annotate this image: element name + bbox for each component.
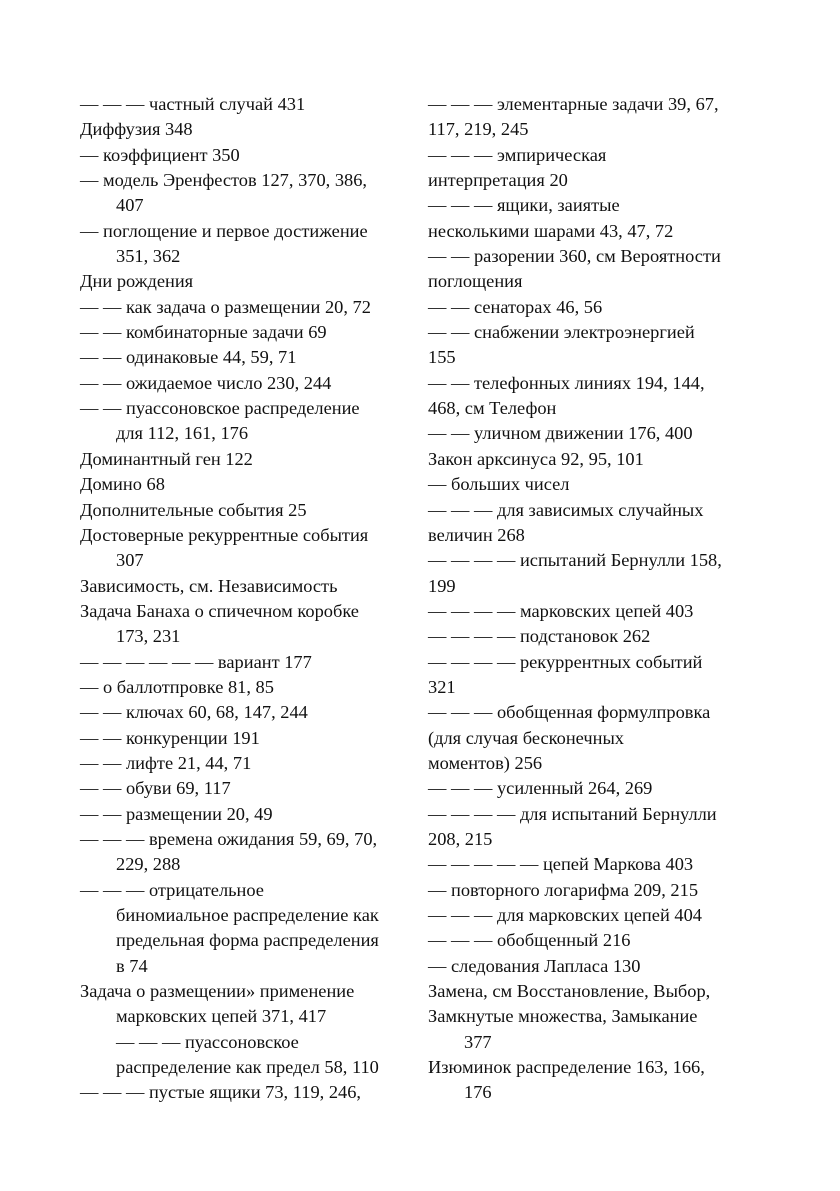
index-entry-line: Закон арксинуса 92, 95, 101 — [428, 448, 644, 469]
index-entry-line: поглощения — [428, 271, 523, 292]
index-entry-line: 407 — [116, 195, 144, 216]
index-entry-line: — — — элементарные задачи 39, 67, — [428, 94, 719, 114]
index-entry-line: — — обуви 69, 117 — [80, 778, 231, 799]
index-entry-line: 176 — [464, 1082, 492, 1103]
index-entry-line: 208, 215 — [428, 828, 493, 849]
index-entry-line: — — — обобщенная формулпровка — [428, 702, 711, 723]
index-entry-line: 229, 288 — [116, 854, 181, 875]
index-entry-line: 351, 362 — [116, 246, 181, 267]
index-entry-line: марковских цепей 371, 417 — [116, 1006, 327, 1027]
index-entry-line: Дни рождения — [80, 271, 194, 292]
index-entry-line: Замкнутые множества, Замыкание — [428, 1006, 698, 1027]
index-entry-line: Замена, см Восстановление, Выбор, — [428, 981, 711, 1002]
index-entry-line: — — — пустые ящики 73, 119, 246, — [80, 1082, 362, 1103]
index-entry-line: Достоверные рекуррентные события — [80, 524, 369, 545]
index-entry-line: 117, 219, 245 — [428, 119, 529, 140]
index-entry-line: — — уличном движении 176, 400 — [428, 423, 693, 444]
index-entry-line: Диффузия 348 — [80, 119, 193, 140]
index-entry-line: 173, 231 — [116, 626, 181, 647]
index-entry-line: — — — времена ожидания 59, 69, 70, — [80, 828, 378, 849]
index-entry-line: Доминантный ген 122 — [80, 448, 253, 469]
index-entry-line: биномиальное распределение как — [116, 905, 379, 925]
index-entry-line: Задача Банаха о спичечном коробке — [80, 600, 359, 621]
index-entry-line: 468, см Телефон — [428, 398, 557, 419]
index-entry-line: — — ожидаемое число 230, 244 — [80, 372, 332, 393]
index-entry-line: — — разорении 360, см Вероятности — [428, 246, 721, 267]
index-entry-line: Задача о размещении» применение — [80, 981, 355, 1002]
index-entry-line: — — — обобщенный 216 — [428, 930, 631, 951]
index-entry-line: — — — частный случай 431 — [80, 94, 306, 114]
index-entry-line: Домино 68 — [80, 474, 165, 495]
index-entry-line: — больших чисел — [428, 474, 570, 495]
index-entry-line: — поглощение и первое достижение — [80, 220, 368, 241]
index-entry-line: Изюминок распределение 163, 166, — [428, 1057, 705, 1078]
index-entry-line: — — — пуассоновское — [116, 1031, 299, 1052]
index-entry-line: — модель Эренфестов 127, 370, 386, — [80, 170, 368, 191]
index-entry-line: — — — эмпирическая — [428, 144, 607, 165]
index-entry-line: в 74 — [116, 955, 148, 976]
index-column-left — [80, 92, 385, 1106]
index-column-right — [428, 92, 733, 1106]
index-entry-line: интерпретация 20 — [428, 170, 568, 191]
index-entry-line: 321 — [428, 676, 456, 697]
index-entry-line: — — — для марковских цепей 404 — [428, 905, 702, 925]
index-entry-line: 199 — [428, 575, 456, 596]
index-entry-line: (для случая бесконечных — [428, 727, 625, 748]
index-entry-line: — — размещении 20, 49 — [80, 803, 273, 824]
index-entry-line: — — пуассоновское распределение — [80, 398, 360, 419]
index-entry-line: — коэффициент 350 — [80, 144, 240, 165]
index-entry-line: — — — — испытаний Бернулли 158, — [428, 550, 722, 571]
index-entry-line: — — лифте 21, 44, 71 — [80, 752, 252, 773]
index-entry-line: — — комбинаторные задачи 69 — [80, 322, 327, 343]
index-entry-line: распределение как предел 58, 110 — [116, 1057, 379, 1078]
index-entry-line: — — — — для испытаний Бернулли — [428, 803, 717, 824]
index-entry-line: — — сенаторах 46, 56 — [428, 296, 603, 317]
index-entry-line: Дополнительные события 25 — [80, 499, 307, 520]
index-entry-line: — повторного логарифма 209, 215 — [428, 879, 699, 900]
index-entry-line: 155 — [428, 347, 456, 368]
index-entry-line: — — — отрицательное — [80, 879, 264, 900]
index-entry-line: — — — ящики, заиятые — [428, 195, 620, 216]
index-entry-line: 377 — [464, 1031, 492, 1052]
index-entry-line: — — — — — цепей Маркова 403 — [428, 854, 694, 875]
index-entry-line: для 112, 161, 176 — [116, 423, 249, 444]
index-entry-line: — следования Лапласа 130 — [428, 955, 641, 976]
index-entry-line: — — ключах 60, 68, 147, 244 — [80, 702, 308, 723]
index-entry-line: величин 268 — [428, 524, 525, 545]
index-entry-line: 307 — [116, 550, 144, 571]
index-entry-line: — о баллотпровке 81, 85 — [80, 676, 274, 697]
index-entry-line: предельная форма распределения — [116, 930, 379, 951]
index-entry-line: несколькими шарами 43, 47, 72 — [428, 220, 674, 241]
index-entry-line: — — — — — — вариант 177 — [80, 651, 312, 672]
index-entry-line: — — конкуренции 191 — [80, 727, 260, 748]
index-entry-line: — — — для зависимых случайных — [428, 499, 704, 520]
index-entry-line: — — — — подстановок 262 — [428, 626, 651, 647]
index-entry-line: — — — усиленный 264, 269 — [428, 778, 653, 799]
index-entry-line: — — — — марковских цепей 403 — [428, 600, 694, 621]
index-entry-line: Зависимость, см. Независимость — [80, 575, 338, 596]
index-entry-line: моментов) 256 — [428, 752, 543, 773]
index-entry-line: — — — — рекуррентных событий — [428, 651, 703, 672]
index-entry-line: — — одинаковые 44, 59, 71 — [80, 347, 297, 368]
index-entry-line: — — телефонных линиях 194, 144, — [428, 372, 705, 393]
index-entry-line: — — снабжении электроэнергией — [428, 322, 695, 343]
index-entry-line: — — как задача о размещении 20, 72 — [80, 296, 371, 317]
